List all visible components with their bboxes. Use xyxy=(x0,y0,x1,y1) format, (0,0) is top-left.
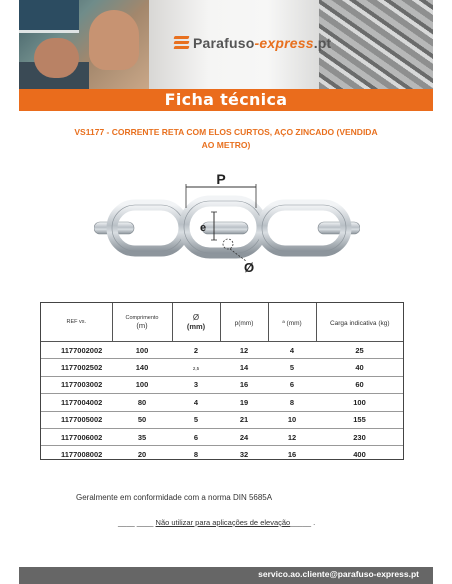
spec-table-box xyxy=(40,302,404,460)
page-title: Ficha técnica xyxy=(164,90,288,109)
title-bar xyxy=(19,89,433,111)
cell-ref: 1177002502 xyxy=(41,359,112,376)
header-length: Comprimento (m) xyxy=(112,303,172,342)
cell-p: 21 xyxy=(220,411,268,428)
banner-photo-screws xyxy=(319,0,433,89)
table-row xyxy=(41,428,403,445)
cell-p: 14 xyxy=(220,359,268,376)
footer-bar xyxy=(19,567,433,584)
cell-diameter xyxy=(172,359,220,376)
table-row xyxy=(41,376,403,393)
cell-length: 100 xyxy=(112,342,172,359)
table-row xyxy=(41,342,403,359)
header-ref: REF vs. xyxy=(41,303,112,342)
chain-link-side xyxy=(199,222,248,234)
warning-suffix: _____ . xyxy=(290,518,316,527)
elevation-warning xyxy=(118,518,315,527)
cell-load: 40 xyxy=(316,359,403,376)
table-row xyxy=(41,446,403,463)
compliance-note: Geralmente em conformidade com a norma DIN 5685A xyxy=(76,493,273,502)
cell-diameter: 6 xyxy=(172,428,220,445)
cell-e: 4 xyxy=(268,342,316,359)
banner-photo-hands xyxy=(19,0,149,89)
cell-p: 32 xyxy=(239,450,249,460)
header-diameter: Ø (mm) xyxy=(172,303,220,342)
table-row xyxy=(41,394,403,411)
header-load: Carga indicativa (kg) xyxy=(316,303,403,342)
table-header-row xyxy=(41,303,403,342)
header-p: p(mm) xyxy=(220,303,268,342)
cell-length: 100 xyxy=(112,376,172,393)
cell-p: 16 xyxy=(220,376,268,393)
cell-length: 20 xyxy=(137,450,147,460)
cell-load: 400 xyxy=(353,450,366,460)
footer-email-link[interactable]: servico.ao.cliente@parafuso-express.pt xyxy=(258,569,419,579)
logo-text-3: .pt xyxy=(313,35,332,51)
cell-diameter: 5 xyxy=(172,411,220,428)
cell-ref: 1177003002 xyxy=(41,376,112,393)
cell-load: 230 xyxy=(316,428,403,445)
table-row xyxy=(41,411,403,428)
header-e: ª (mm) xyxy=(268,303,316,342)
cell-ref: 1177002002 xyxy=(41,342,112,359)
product-title-line1: VS1177 - CORRENTE RETA COM ELOS CURTOS, AÇO ZINCADO (VENDIDA xyxy=(74,127,378,137)
warning-prefix: ____ ____ xyxy=(118,518,154,527)
chain-diagram xyxy=(94,164,360,276)
cell-length: 35 xyxy=(112,428,172,445)
brand-logo[interactable] xyxy=(174,35,331,51)
spec-table xyxy=(41,303,403,463)
dimension-e-label: e xyxy=(199,222,207,234)
cell-p: 12 xyxy=(220,342,268,359)
cell-p: 19 xyxy=(220,394,268,411)
cell-ref: 1177008002 xyxy=(61,450,103,460)
cell-e: 5 xyxy=(268,359,316,376)
cell-diameter: 3 xyxy=(172,376,220,393)
cell-diameter-note: 2,5 xyxy=(192,366,200,372)
cell-load: 25 xyxy=(316,342,403,359)
logo-icon xyxy=(174,35,189,51)
cell-e: 10 xyxy=(268,411,316,428)
cell-length: 80 xyxy=(112,394,172,411)
cell-load: 60 xyxy=(316,376,403,393)
cell-length: 50 xyxy=(112,411,172,428)
cell-load: 100 xyxy=(316,394,403,411)
dimension-p-label: P xyxy=(216,171,226,187)
cell-ref: 1177006002 xyxy=(41,428,112,445)
cell-e: 8 xyxy=(268,394,316,411)
product-title-line2: AO METRO) xyxy=(201,140,251,150)
cell-p: 24 xyxy=(220,428,268,445)
logo-text-1: Parafuso xyxy=(193,35,255,51)
cell-diameter: 4 xyxy=(172,394,220,411)
warning-text: Não utilizar para aplicações de elevação xyxy=(155,518,291,527)
cell-ref: 1177004002 xyxy=(41,394,112,411)
dimension-diameter-label: Ø xyxy=(243,260,255,275)
cell-e: 12 xyxy=(268,428,316,445)
header-banner xyxy=(19,0,433,89)
product-title xyxy=(70,126,382,152)
cell-length: 140 xyxy=(112,359,172,376)
logo-text-2: -express xyxy=(254,35,314,51)
cell-ref: 1177005002 xyxy=(41,411,112,428)
table-row xyxy=(41,359,403,376)
chain-link-side xyxy=(318,222,360,234)
cell-e: 16 xyxy=(287,450,297,460)
cell-diameter: 2 xyxy=(172,342,220,359)
cell-load: 155 xyxy=(316,411,403,428)
cell-e: 6 xyxy=(268,376,316,393)
cell-diameter: 8 xyxy=(193,450,199,460)
